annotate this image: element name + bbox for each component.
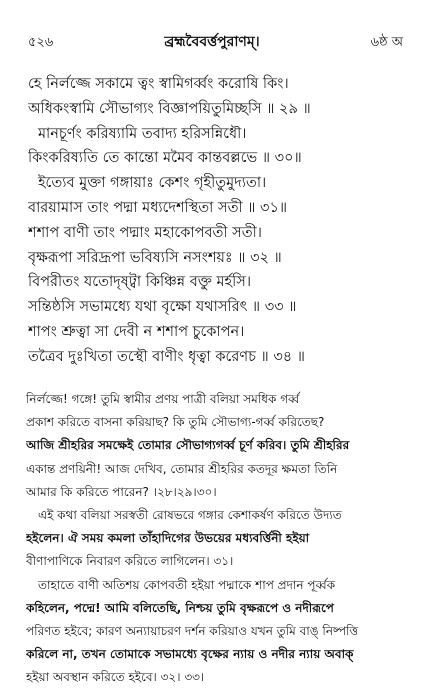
verse-line: শশাপ বাণী তাং পদ্মাং মহাকোপবতী সতী।: [28, 224, 262, 241]
verse-line: ইত্যেব মুক্তা গঙ্গায়াঃ কেশং গৃহীতুমুদ্যতা।: [38, 175, 267, 192]
bengali-commentary: [26, 388, 409, 689]
verse-line: সন্তিষ্ঠসি সভামধ্যে যথা বৃক্ষো যথাসরিৎ ॥ ৩৩ ॥: [28, 299, 297, 316]
commentary-line: করিলে না, তখন তোমাকে সভামধ্যে বৃক্ষের ন্যায় ও নদীর ন্যায় অবাক্‌: [26, 647, 354, 662]
verse-line: মানচূর্ণং করিষ্যামি তবাদ্য হরিসন্নিধৌ।: [38, 125, 247, 142]
verse-line: কিংকরিষ্যতি তে কান্তো মমৈব কান্তবল্লভে ॥ ৩০॥: [28, 150, 302, 167]
commentary-line: হইয়া অবস্থান করিতে হইবে। ৩২। ৩৩।: [26, 670, 205, 685]
page-header: [28, 30, 403, 52]
commentary-line: হইলেন। ঐ সময় কমলা তাঁহাদিগের উভয়ের মধ্যবর্ত্তিনী হইয়া: [26, 531, 310, 546]
sanskrit-verses: [28, 72, 407, 370]
chapter-marker: ৬ষ্ঠ অ: [370, 35, 403, 50]
verse-line: বারয়ামাস তাং পদ্মা মধ্যদেশস্থিতা সতী ॥ ৩১॥: [28, 199, 288, 216]
page-number: ৫২৬: [28, 35, 54, 50]
commentary-line: পরিণত হইবে; কারণ অন্যায়াচরণ দর্শন করিয়াও যখন তুমি বাঙ্‌ নিষ্পত্তি: [26, 623, 359, 638]
commentary-line: এই কথা বলিয়া সরস্বতী রোষভরে গঙ্গার কেশাকর্ষণ করিতে উদ্যত: [38, 507, 342, 522]
verse-line: বিপরীতং যতোদৃষ্ট্বা কিঞ্চিন্ন বক্তু মর্হসি।: [28, 274, 252, 291]
verse-line: বৃক্ষরূপা সরিদ্রূপা ভবিষ্যসি নসংশয়ঃ ॥ ৩২ ॥: [28, 249, 282, 266]
page-title: ব্রহ্মবৈবর্ত্তপুরাণম্‌।: [164, 34, 260, 50]
commentary-line: নির্লজ্জে! গঙ্গে! তুমি স্বামীর প্রণয় পাত্রী বলিয়া সমধিক গর্ব্ব: [26, 392, 300, 406]
verse-line: হে নির্লজ্জে সকামে ত্বং স্বামিগর্ব্বং করোষি কিং।: [28, 76, 289, 92]
verse-line: অধিকংস্বামি সৌভাগ্যং বিজ্ঞাপয়িতুমিচ্ছসি ॥ ২৯ ॥: [28, 100, 311, 117]
verse-line: তত্রৈব দুঃখিতা তস্থৌ বাণীং ধৃত্বা করেণচ ॥ ৩৪ ॥: [28, 348, 305, 365]
commentary-line: একান্ত প্রণয়িনী! আজ দেখিব, তোমার শ্রীহরির কতদূর ক্ষমতা তিনি: [26, 461, 338, 476]
commentary-line: বীণাপাণিকে নিবারণ করিতে লাগিলেন। ৩১।: [26, 554, 234, 569]
commentary-line: কহিলেন, পদ্মে! আমি বলিতেছি, নিশ্চয় তুমি বৃক্ষরূপে ও নদীরূপে: [26, 600, 334, 615]
commentary-line: তাহাতে বাণী অতিশয় কোপবতী হইয়া পদ্মাকে শাপ প্রদান পূর্ব্বক: [38, 577, 336, 592]
commentary-line: প্রকাশ করিতে বাসনা করিয়াছ? কি তুমি সৌভাগ্য-গর্ব্ব করিতেছ?: [26, 415, 325, 430]
verse-line: শাপং শ্রুত্বা সা দেবী ন শশাপ চুকোপন।: [28, 323, 245, 340]
commentary-line: আজি শ্রীহরির সমক্ষেই তোমার সৌভাগ্যগর্ব্ব চূর্ণ করিব। তুমি শ্রীহরির: [26, 438, 350, 453]
commentary-line: আমার কি করিতে পারেন? ।২৮।২৯।৩০।: [26, 484, 217, 499]
